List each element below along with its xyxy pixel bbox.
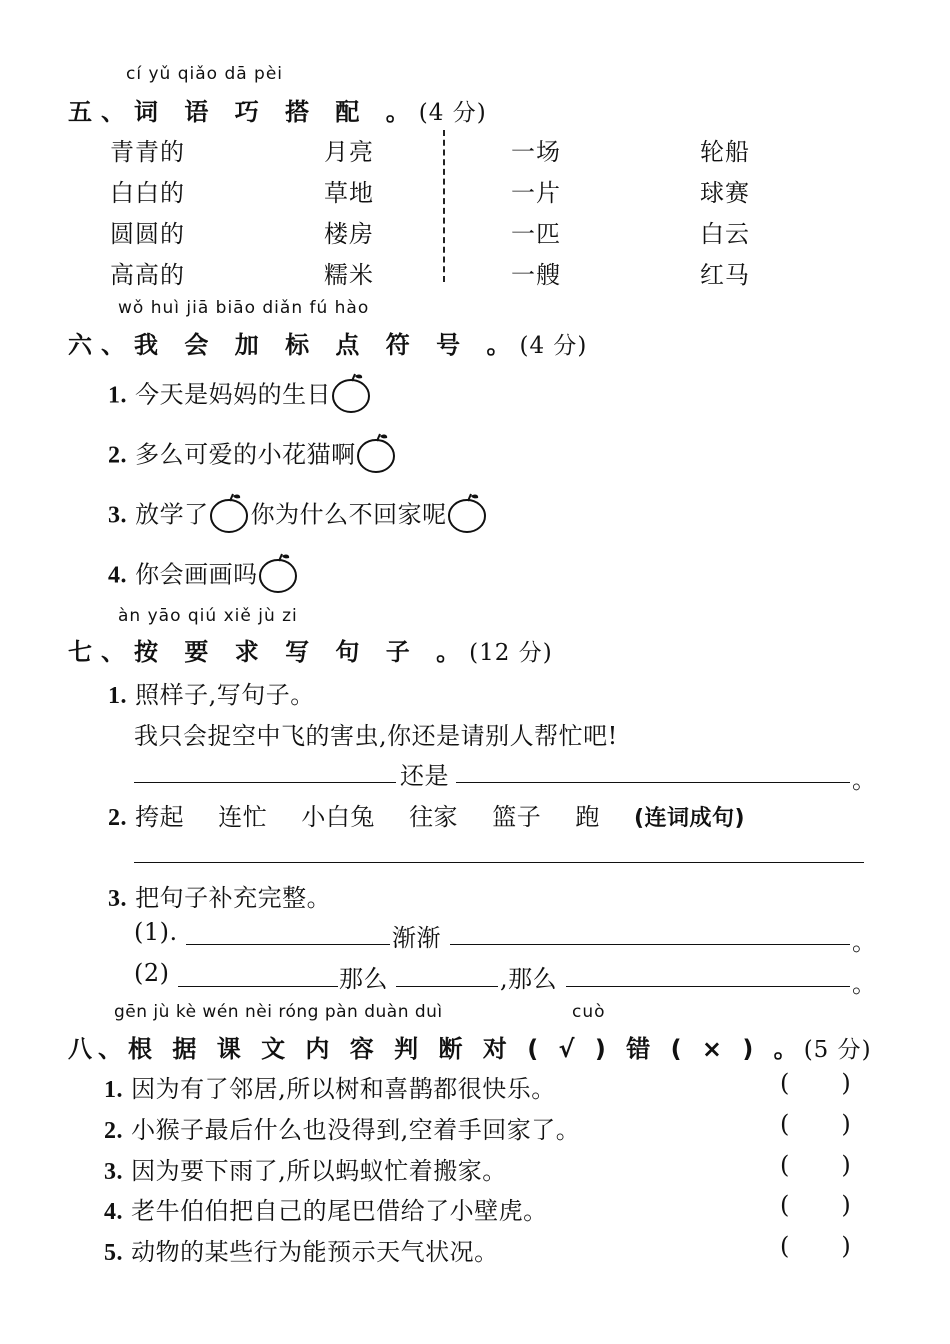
s6-item-1 — [108, 372, 373, 420]
s5-right-a-0: 一场 — [511, 138, 561, 166]
s7-q3-num: 3. — [108, 886, 127, 912]
apple-blank-icon[interactable] — [258, 552, 300, 600]
s7-q3-1-num: (1) — [134, 918, 170, 946]
paren-open: ( — [780, 1232, 790, 1260]
s6-item-4-text: 你会画画吗 — [135, 560, 258, 589]
paren-open: ( — [780, 1151, 790, 1179]
s7-q3-1-dot: . — [169, 918, 178, 946]
s7-q1-blank-1[interactable] — [134, 782, 396, 783]
s7-q3-2-mid2: ,那么 — [500, 965, 558, 993]
s8-item-2-text: 小猴子最后什么也没得到,空着手回家了。 — [131, 1116, 581, 1144]
s7-q2-word-6: 跑 — [575, 803, 600, 831]
s7-q1 — [108, 675, 315, 710]
s6-item-2 — [108, 432, 398, 480]
s7-q2-word-1: 挎起 — [135, 803, 185, 831]
s7-q1-blank-2[interactable] — [456, 782, 850, 783]
section8-title-text: 八、根 据 课 文 内 容 判 断 对 ( √ ) 错 ( × ) 。 — [68, 1035, 804, 1063]
s8-item-4-answer-box[interactable] — [780, 1191, 851, 1219]
s5-right-b-0: 轮船 — [700, 138, 750, 166]
s8-item-3-text: 因为要下雨了,所以蚂蚁忙着搬家。 — [131, 1157, 507, 1185]
paren-close: ) — [841, 1069, 851, 1097]
s8-item-5-answer-box[interactable] — [780, 1232, 851, 1260]
s7-q1-label: 照样子,写句子。 — [135, 681, 315, 709]
s6-item-3-text-b: 你为什么不回家呢 — [250, 500, 447, 529]
s7-q1-num: 1. — [108, 683, 127, 709]
section6-pinyin: wǒ huì jiā biāo diǎn fú hào — [118, 298, 370, 318]
section6-score: (4 分) — [519, 333, 588, 359]
s7-q2-hint: (连词成句) — [633, 806, 746, 831]
s6-item-2-text: 多么可爱的小花猫啊 — [135, 440, 356, 469]
s7-q3-2-blank-1[interactable] — [178, 986, 338, 987]
s8-item-5-num: 5. — [104, 1240, 123, 1266]
s7-q2-word-2: 连忙 — [218, 803, 268, 831]
s8-item-2 — [104, 1110, 580, 1145]
section8-pinyin: gēn jù kè wén nèi róng pàn duàn duì — [114, 1002, 443, 1022]
s7-q1-mid: 还是 — [400, 762, 449, 790]
section6-title — [68, 325, 587, 360]
s8-item-3-num: 3. — [104, 1159, 123, 1185]
s7-q1-example: 我只会捉空中飞的害虫,你还是请别人帮忙吧! — [134, 722, 618, 750]
s6-item-3-num: 3. — [108, 502, 127, 529]
s8-item-1-text: 因为有了邻居,所以树和喜鹊都很快乐。 — [131, 1075, 556, 1103]
s8-item-2-answer-box[interactable] — [780, 1110, 851, 1138]
s7-q2-answer-line[interactable] — [134, 862, 864, 863]
s5-right-a-1: 一片 — [511, 179, 561, 207]
s6-item-1-num: 1. — [108, 382, 127, 409]
s7-q3-1-mid: 渐渐 — [392, 924, 441, 952]
s8-item-4 — [104, 1191, 548, 1226]
s8-item-5-text: 动物的某些行为能预示天气状况。 — [131, 1238, 499, 1266]
s6-item-3-text-a: 放学了 — [135, 500, 209, 529]
s7-q3-2-label: (2) — [134, 959, 170, 987]
s8-item-4-text: 老牛伯伯把自己的尾巴借给了小壁虎。 — [131, 1197, 548, 1225]
s5-left-a-1: 白白的 — [110, 179, 185, 207]
apple-blank-icon[interactable] — [209, 492, 251, 540]
s7-q2-word-4: 往家 — [409, 803, 459, 831]
s8-item-3-answer-box[interactable] — [780, 1151, 851, 1179]
s7-q3-2-period: 。 — [852, 970, 877, 998]
section5-divider — [443, 130, 445, 282]
s5-left-b-0: 月亮 — [324, 138, 374, 166]
paren-close: ) — [841, 1191, 851, 1219]
section7-score: (12 分) — [469, 640, 553, 666]
s6-item-4 — [108, 552, 300, 600]
s5-right-a-2: 一匹 — [511, 220, 561, 248]
s5-left-b-2: 楼房 — [324, 220, 374, 248]
s5-left-a-2: 圆圆的 — [110, 220, 185, 248]
section5-title-text: 五、词 语 巧 搭 配 。 — [68, 98, 419, 126]
s6-item-1-text: 今天是妈妈的生日 — [135, 380, 332, 409]
s8-item-1-num: 1. — [104, 1077, 123, 1103]
section7-title-text: 七、按 要 求 写 句 子 。 — [68, 638, 470, 666]
section8-pinyin-cuo: cuò — [572, 1002, 606, 1022]
s5-right-b-3: 红马 — [700, 261, 750, 289]
s7-q3-1-blank-1[interactable] — [186, 944, 390, 945]
section5-score: (4 分) — [418, 100, 487, 126]
section7-title — [68, 632, 553, 667]
paren-open: ( — [780, 1110, 790, 1138]
s6-item-4-num: 4. — [108, 562, 127, 589]
paren-close: ) — [841, 1232, 851, 1260]
paren-close: ) — [841, 1110, 851, 1138]
s5-left-a-3: 高高的 — [110, 261, 185, 289]
s8-item-5 — [104, 1232, 499, 1267]
section5-title — [68, 92, 487, 127]
section5-pinyin: cí yǔ qiǎo dā pèi — [126, 64, 284, 84]
paren-open: ( — [780, 1069, 790, 1097]
apple-blank-icon[interactable] — [356, 432, 398, 480]
section8-score: (5 分) — [803, 1037, 872, 1063]
s5-left-b-3: 糯米 — [324, 261, 374, 289]
paren-open: ( — [780, 1191, 790, 1219]
s7-q2-num: 2. — [108, 805, 127, 831]
s6-item-3 — [108, 492, 489, 540]
s7-q3-1-label — [134, 918, 178, 946]
s7-q3-label: 把句子补充完整。 — [135, 884, 332, 912]
s7-q2-word-3: 小白兔 — [301, 803, 375, 831]
s8-item-1 — [104, 1069, 556, 1104]
section7-pinyin: àn yāo qiú xiě jù zi — [118, 606, 298, 626]
s5-right-b-1: 球赛 — [700, 179, 750, 207]
s5-left-b-1: 草地 — [324, 179, 374, 207]
s5-left-a-0: 青青的 — [110, 138, 185, 166]
s8-item-4-num: 4. — [104, 1199, 123, 1225]
s8-item-3 — [104, 1151, 507, 1186]
s7-q3 — [108, 878, 331, 913]
s7-q3-1-period: 。 — [852, 928, 877, 956]
s6-item-2-num: 2. — [108, 442, 127, 469]
s7-q1-period: 。 — [852, 766, 877, 794]
s5-right-a-3: 一艘 — [511, 261, 561, 289]
s7-q2 — [108, 797, 745, 832]
s7-q3-1-blank-2[interactable] — [450, 944, 850, 945]
apple-blank-icon[interactable] — [447, 492, 489, 540]
s7-q3-2-blank-2[interactable] — [396, 986, 498, 987]
section6-title-text: 六、我 会 加 标 点 符 号 。 — [68, 331, 520, 359]
s7-q3-2-mid1: 那么 — [339, 965, 388, 993]
s8-item-1-answer-box[interactable] — [780, 1069, 851, 1097]
s7-q3-2-blank-3[interactable] — [566, 986, 850, 987]
section8-title — [68, 1029, 872, 1064]
s7-q2-word-5: 篮子 — [492, 803, 542, 831]
s8-item-2-num: 2. — [104, 1118, 123, 1144]
paren-close: ) — [841, 1151, 851, 1179]
apple-blank-icon[interactable] — [331, 372, 373, 420]
s5-right-b-2: 白云 — [700, 220, 750, 248]
